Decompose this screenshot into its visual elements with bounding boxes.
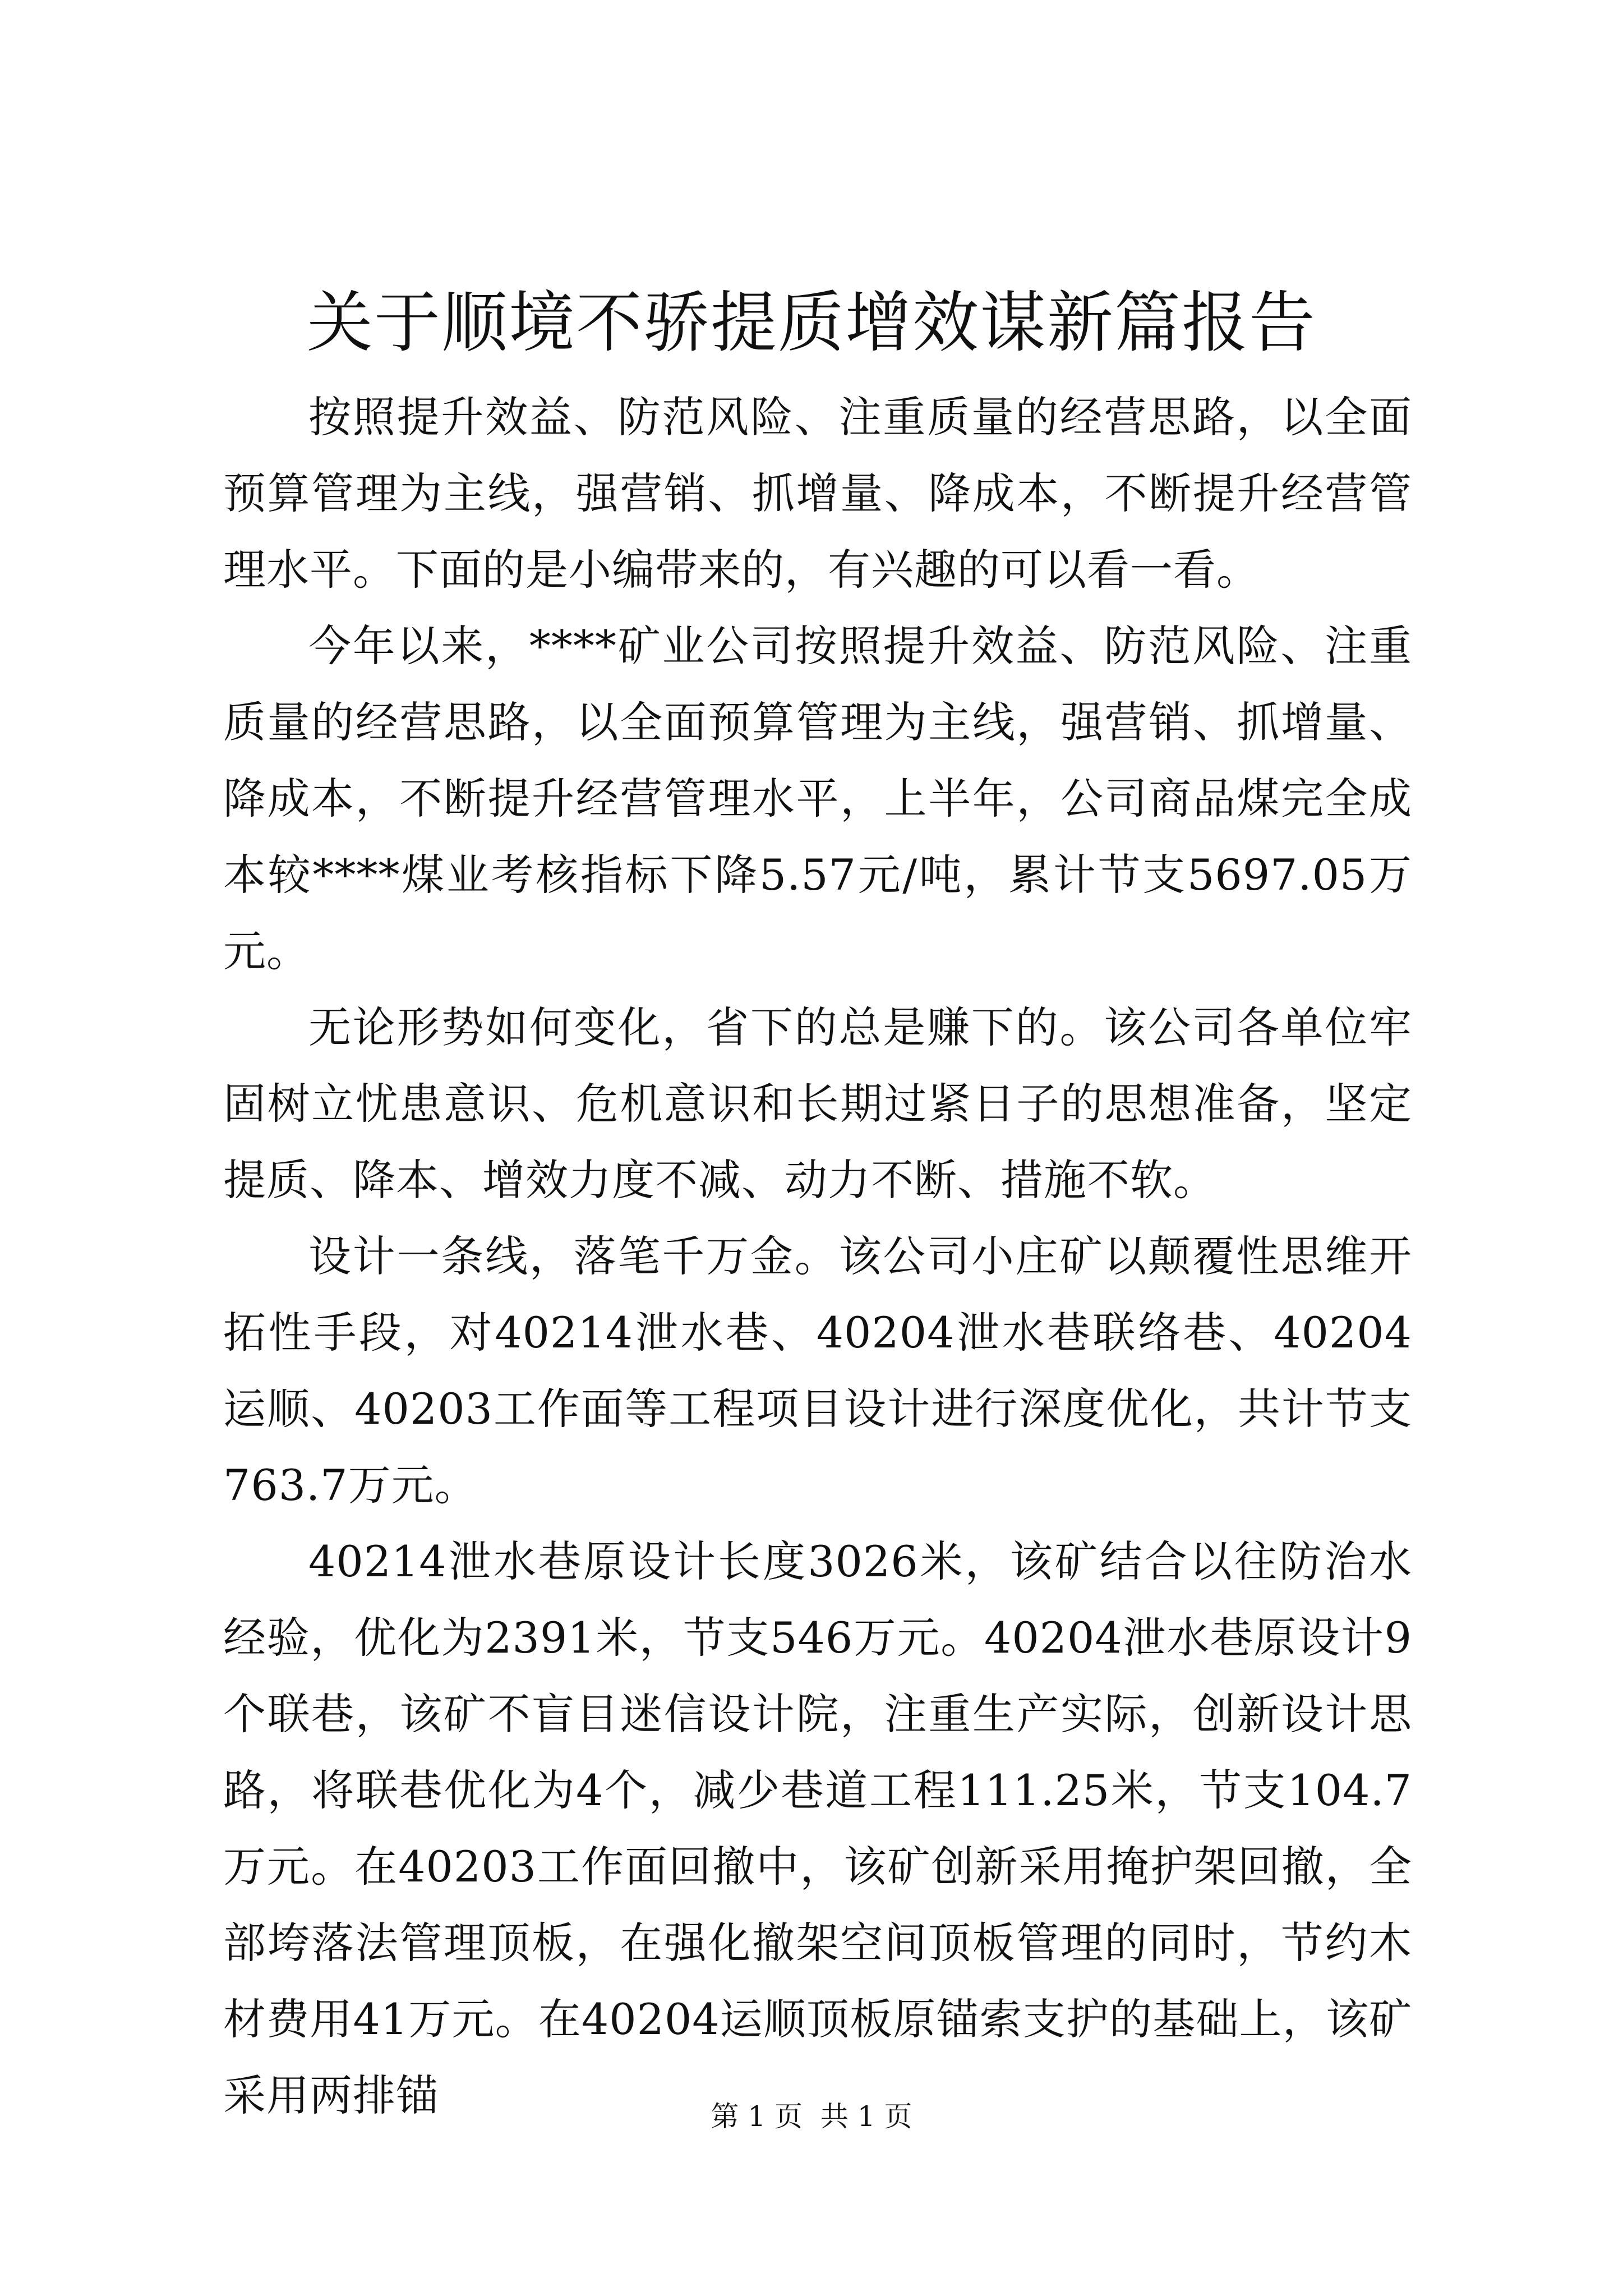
paragraph-project-details: 40214泄水巷原设计长度3026米，该矿结合以往防治水经验，优化为2391米，节支546万元。40204泄水巷原设计9个联巷，该矿不盲目迷信设计院，注重生产实际，创新设计思路，将联巷优化为4个，减少巷道工程111.25米，节支104.7万元。在40203工作面回撤中，该矿创新采用掩护架回撤，全部垮落法管理顶板，在强化撤架空间顶板管理的同时，节约木材费用41万元。在40204运顺顶板原锚索支护的基础上，该矿采用两排锚 bbox=[223, 1536, 1412, 2120]
page-footer: 第 1 页 共 1 页 bbox=[711, 2100, 912, 2133]
document-body bbox=[223, 379, 1412, 2134]
paragraph-overview: 今年以来，****矿业公司按照提升效益、防范风险、注重质量的经营思路，以全面预算管理为主线，强营销、抓增量、降成本，不断提升经营管理水平，上半年，公司商品煤完全成本较****煤业考核指标下降5.57元/吨，累计节支5697.05万元。 bbox=[223, 621, 1412, 976]
paragraph-awareness: 无论形势如何变化，省下的总是赚下的。该公司各单位牢固树立忧患意识、危机意识和长期过紧日子的思想准备，坚定提质、降本、增效力度不减、动力不断、措施不软。 bbox=[223, 1002, 1412, 1205]
paragraph-intro: 按照提升效益、防范风险、注重质量的经营思路，以全面预算管理为主线，强营销、抓增量、降成本，不断提升经营管理水平。下面的是小编带来的，有兴趣的可以看一看。 bbox=[223, 392, 1412, 595]
paragraph-design-optimization: 设计一条线，落笔千万金。该公司小庄矿以颠覆性思维开拓性手段，对40214泄水巷、40204泄水巷联络巷、40204运顺、40203工作面等工程项目设计进行深度优化，共计节支763.7万元。 bbox=[223, 1231, 1412, 1510]
document-title: 关于顺境不骄提质增效谋新篇报告 bbox=[306, 284, 1316, 361]
